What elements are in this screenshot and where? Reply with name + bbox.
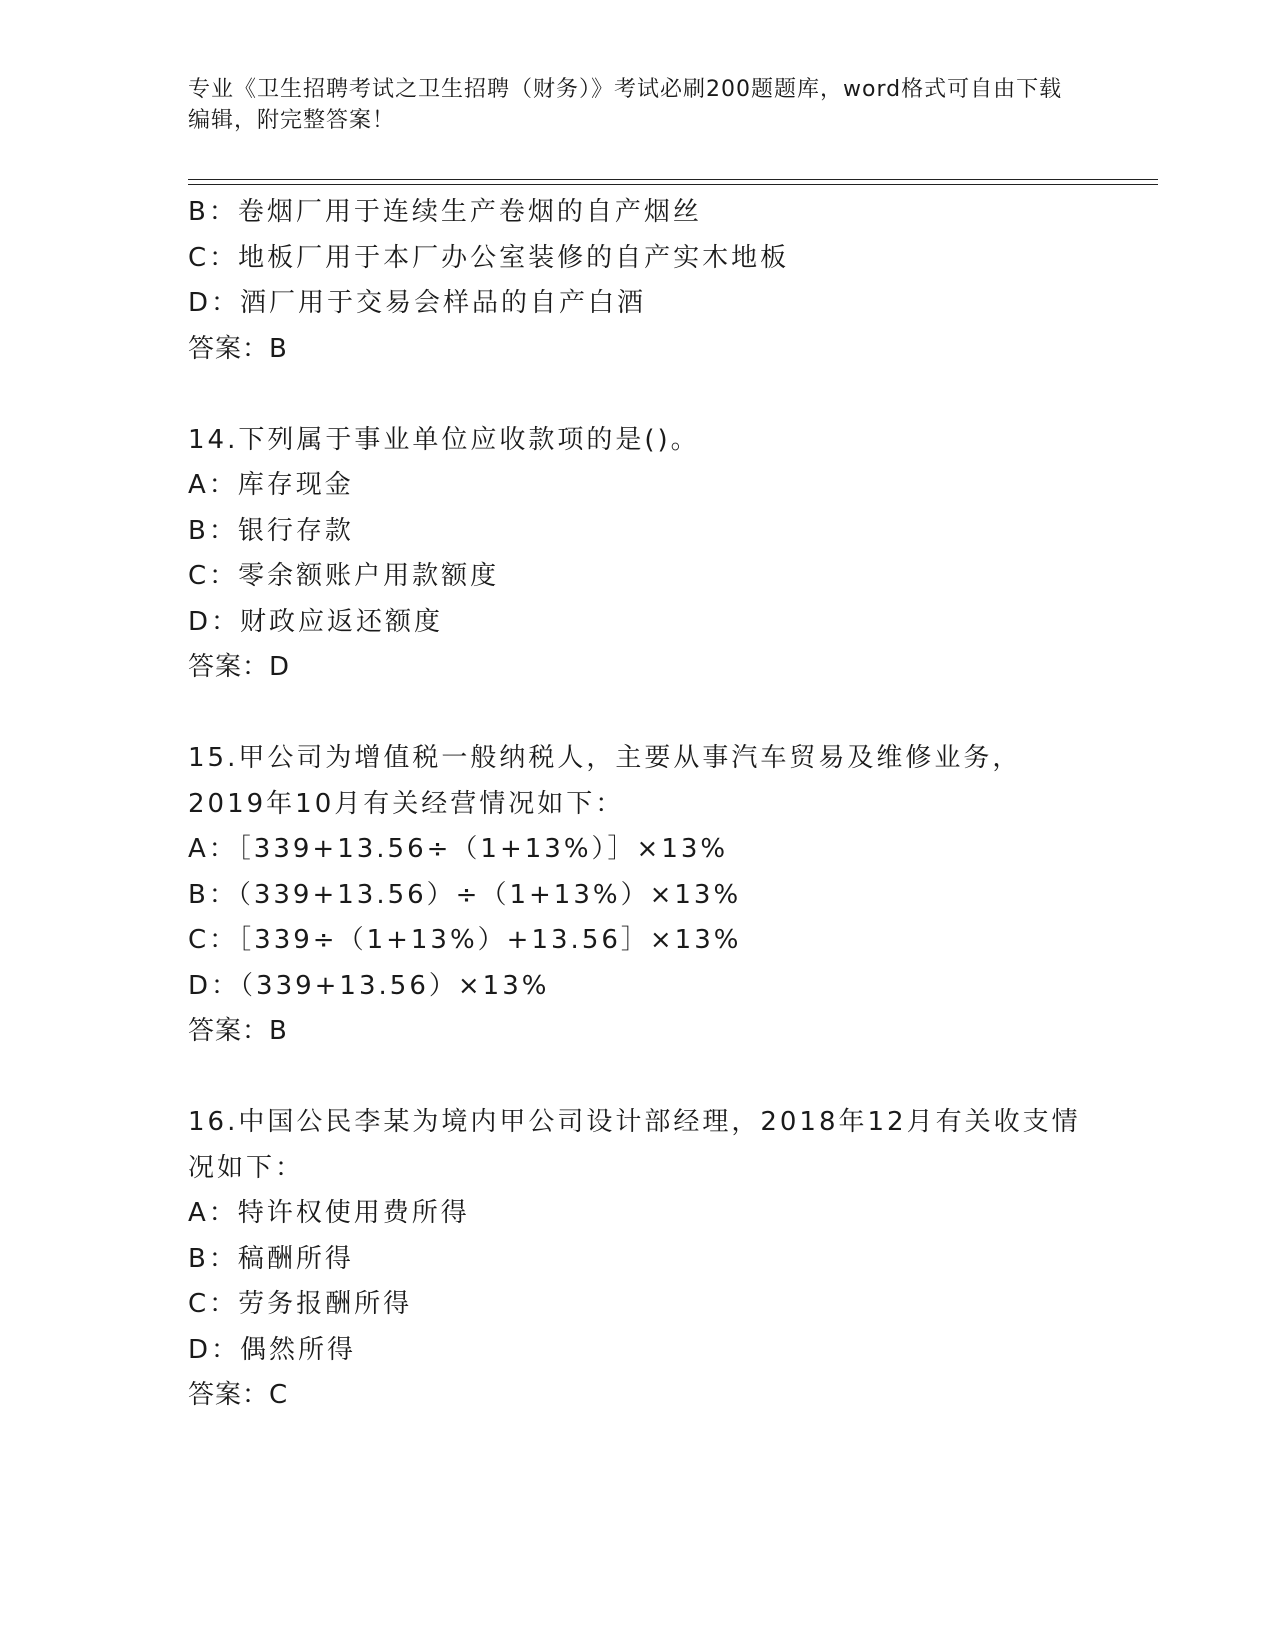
answer-line: 答案：D — [188, 652, 291, 682]
option-c: C：［339÷（1+13%）+13.56］×13% — [188, 925, 742, 955]
header-rule-top — [188, 179, 1158, 180]
question-block-13 — [188, 190, 1088, 372]
option-b: B：银行存款 — [188, 515, 354, 546]
question-text: 14.下列属于事业单位应收款项的是()。 — [188, 424, 700, 455]
spacer — [188, 372, 1088, 418]
option-b: B：（339+13.56）÷（1+13%）×13% — [188, 879, 742, 910]
question-content — [188, 190, 1088, 1419]
question-text: 15.甲公司为增值税一般纳税人，主要从事汽车贸易及维修业务，2019年10月有关经营情况如下： — [188, 743, 1022, 819]
option-a: A：特许权使用费所得 — [188, 1198, 470, 1228]
answer-line: 答案：B — [188, 333, 288, 364]
option-d: D：财政应返还额度 — [188, 606, 444, 637]
option-d: D：酒厂用于交易会样品的自产白酒 — [188, 288, 647, 318]
answer-line: 答案：C — [188, 1380, 289, 1410]
answer-line: 答案：B — [188, 1016, 288, 1046]
option-a: A：库存现金 — [188, 470, 354, 500]
spacer — [188, 1055, 1088, 1101]
header-rule-bottom — [188, 184, 1158, 185]
question-block-16 — [188, 1100, 1088, 1419]
option-b: B：卷烟厂用于连续生产卷烟的自产烟丝 — [188, 197, 702, 227]
document-header: 专业《卫生招聘考试之卫生招聘（财务）》考试必刷200题题库，word格式可自由下载编辑，附完整答案！ — [188, 77, 1063, 133]
option-d: D：（339+13.56）×13% — [188, 970, 550, 1001]
question-block-14 — [188, 418, 1088, 691]
option-c: C：地板厂用于本厂办公室装修的自产实木地板 — [188, 242, 790, 273]
option-d: D：偶然所得 — [188, 1334, 357, 1365]
option-b: B：稿酬所得 — [188, 1243, 354, 1274]
option-c: C：零余额账户用款额度 — [188, 561, 500, 591]
option-a: A：［339+13.56÷（1+13%）］×13% — [188, 834, 729, 864]
option-c: C：劳务报酬所得 — [188, 1289, 413, 1319]
question-block-15 — [188, 736, 1088, 1055]
spacer — [188, 691, 1088, 737]
question-text: 16.中国公民李某为境内甲公司设计部经理，2018年12月有关收支情况如下： — [188, 1107, 1081, 1183]
